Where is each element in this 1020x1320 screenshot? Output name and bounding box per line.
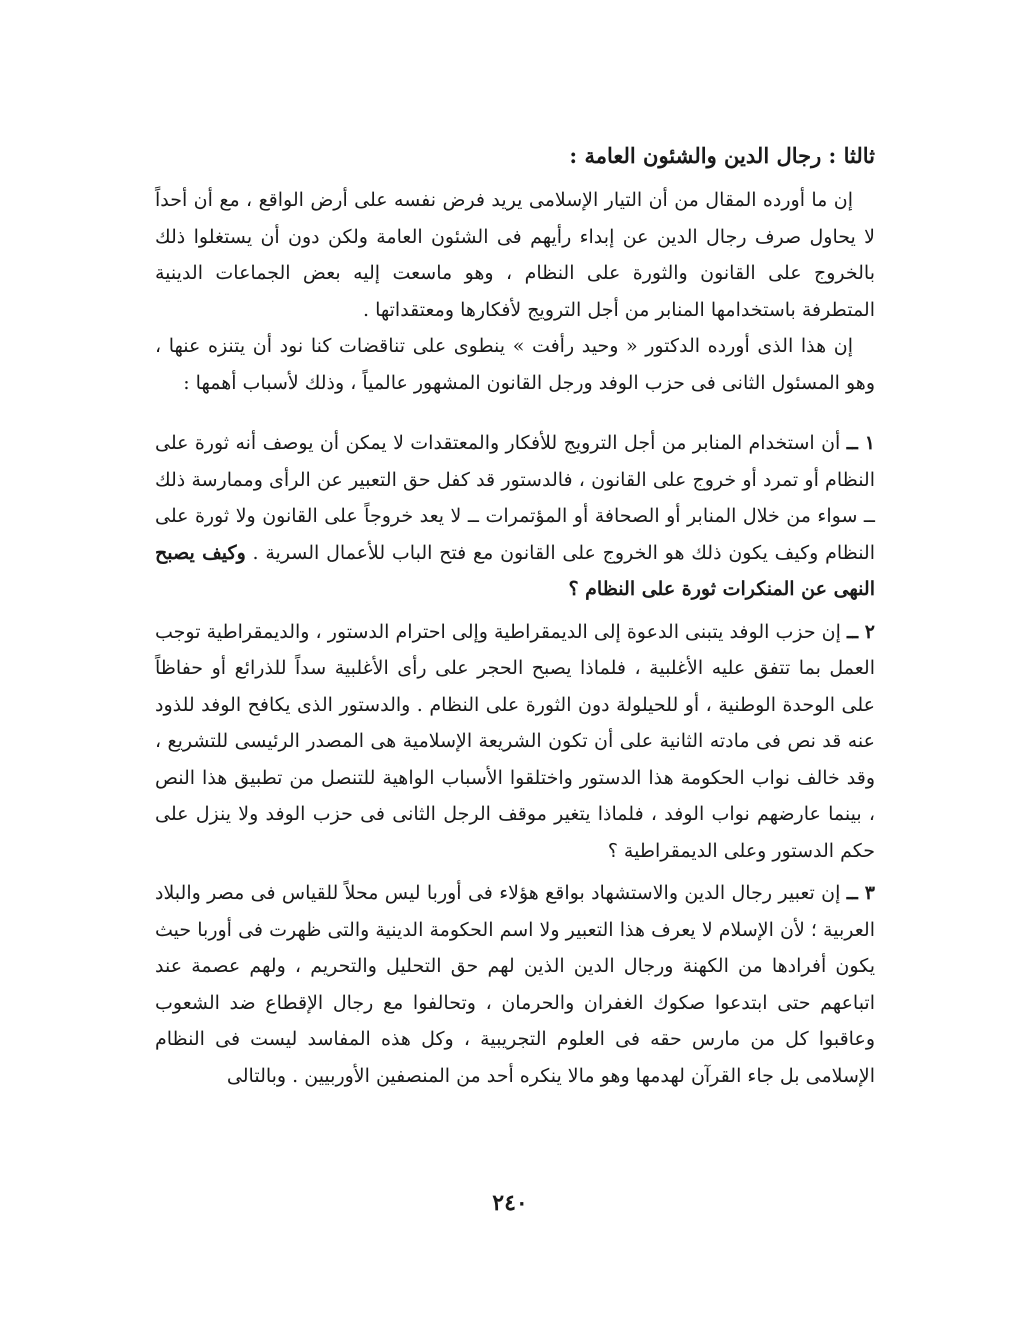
list-item-number: ٣ ــ — [846, 882, 875, 904]
list-item-1 — [155, 425, 875, 608]
list-item-text: إن حزب الوفد يتبنى الدعوة إلى الديمقراطية وإلى احترام الدستور ، والديمقراطية توجب العمل بما تتفق عليه الأغلبية ، فلماذا يصبح الحجر على رأى الأغلبية سداً للذرائع أو حفاظاً على الوحدة الوطنية ، أو للحيلولة دون الثورة على النظام . والدستور الذى يكافح الوفد للذود عنه قد نص فى مادته الثانية على أن تكون الشريعة الإسلامية هى المصدر الرئيسى للتشريع ، وقد خالف نواب الحكومة هذا الدستور واختلقوا الأسباب الواهية للتنصل من تطبيق هذا النص ، بينما عارضهم نواب الوفد ، فلماذا يتغير موقف الرجل الثانى فى حزب الوفد ولا ينزل على حكم الدستور وعلى الديمقراطية ؟ — [155, 620, 876, 862]
page-number: ٢٤٠ — [492, 1190, 528, 1216]
list-item-text: إن تعبير رجال الدين والاستشهاد بواقع هؤلاء فى أوربا ليس محلاً للقياس فى مصر والبلاد العربية ؛ لأن الإسلام لا يعرف هذا التعبير ولا اسم الحكومة الدينية والتى ظهرت فى أوربا حيث يكون أفرادها من الكهنة ورجال الدين الذين لهم حق التحليل والتحريم ، ولهم عصمة عند اتباعهم حتى ابتدعوا صكوك الغفران والحرمان ، وتحالفوا مع رجال الإقطاع ضد الشعوب وعاقبوا كل من مارس حقه فى العلوم التجريبية ، وكل هذه المفاسد ليست فى النظام الإسلامى بل جاء القرآن لهدمها وهو مالا ينكره أحد من المنصفين الأوربيين . وبالتالى — [155, 882, 875, 1087]
list-item-bold-text: وكيف يصبح النهى عن المنكرات ثورة على النظام ؟ — [155, 541, 875, 600]
list-item-2 — [155, 614, 875, 870]
list-item-number: ٢ ــ — [846, 620, 875, 643]
list-item-number: ١ ــ — [846, 432, 876, 454]
intro-paragraph-1: إن ما أورده المقال من أن التيار الإسلامى يريد فرض نفسه على أرض الواقع ، مع أن أحداً لا يحاول صرف رجال الدين عن إبداء رأيهم فى الشئون العامة ولكن دون أن يستغلوا ذلك بالخروج على القانون والثورة على النظام ، وهو ماسعت إليه بعض الجماعات الدينية المتطرفة باستخدامها المنابر من أجل الترويج لأفكارها ومعتقداتها . — [155, 189, 875, 321]
list-item-text: أن استخدام المنابر من أجل الترويج للأفكار والمعتقدات لا يمكن أن يوصف أنه ثورة على النظام أو تمرد أو خروج على القانون ، فالدستور قد كفل حق التعبير عن الرأى وممارسة ذلك ــ سواء من خلال المنابر أو الصحافة أو المؤتمرات ــ لا يعد خروجاً على القانون ولا ثورة على النظام وكيف يكون ذلك هو الخروج على القانون مع فتح الباب للأعمال السرية . — [155, 432, 876, 564]
page-body — [155, 138, 875, 1100]
section-heading: ثالثا : رجال الدين والشئون العامة : — [569, 143, 875, 168]
list-item-3 — [155, 875, 875, 1094]
intro-paragraph-2: إن هذا الذى أورده الدكتور « وحيد رأفت » ينطوى على تناقضات كنا نود أن يتنزه عنها ، وهو المسئول الثانى فى حزب الوفد ورجل القانون المشهور عالمياً ، وذلك لأسباب أهمها : — [155, 335, 875, 394]
